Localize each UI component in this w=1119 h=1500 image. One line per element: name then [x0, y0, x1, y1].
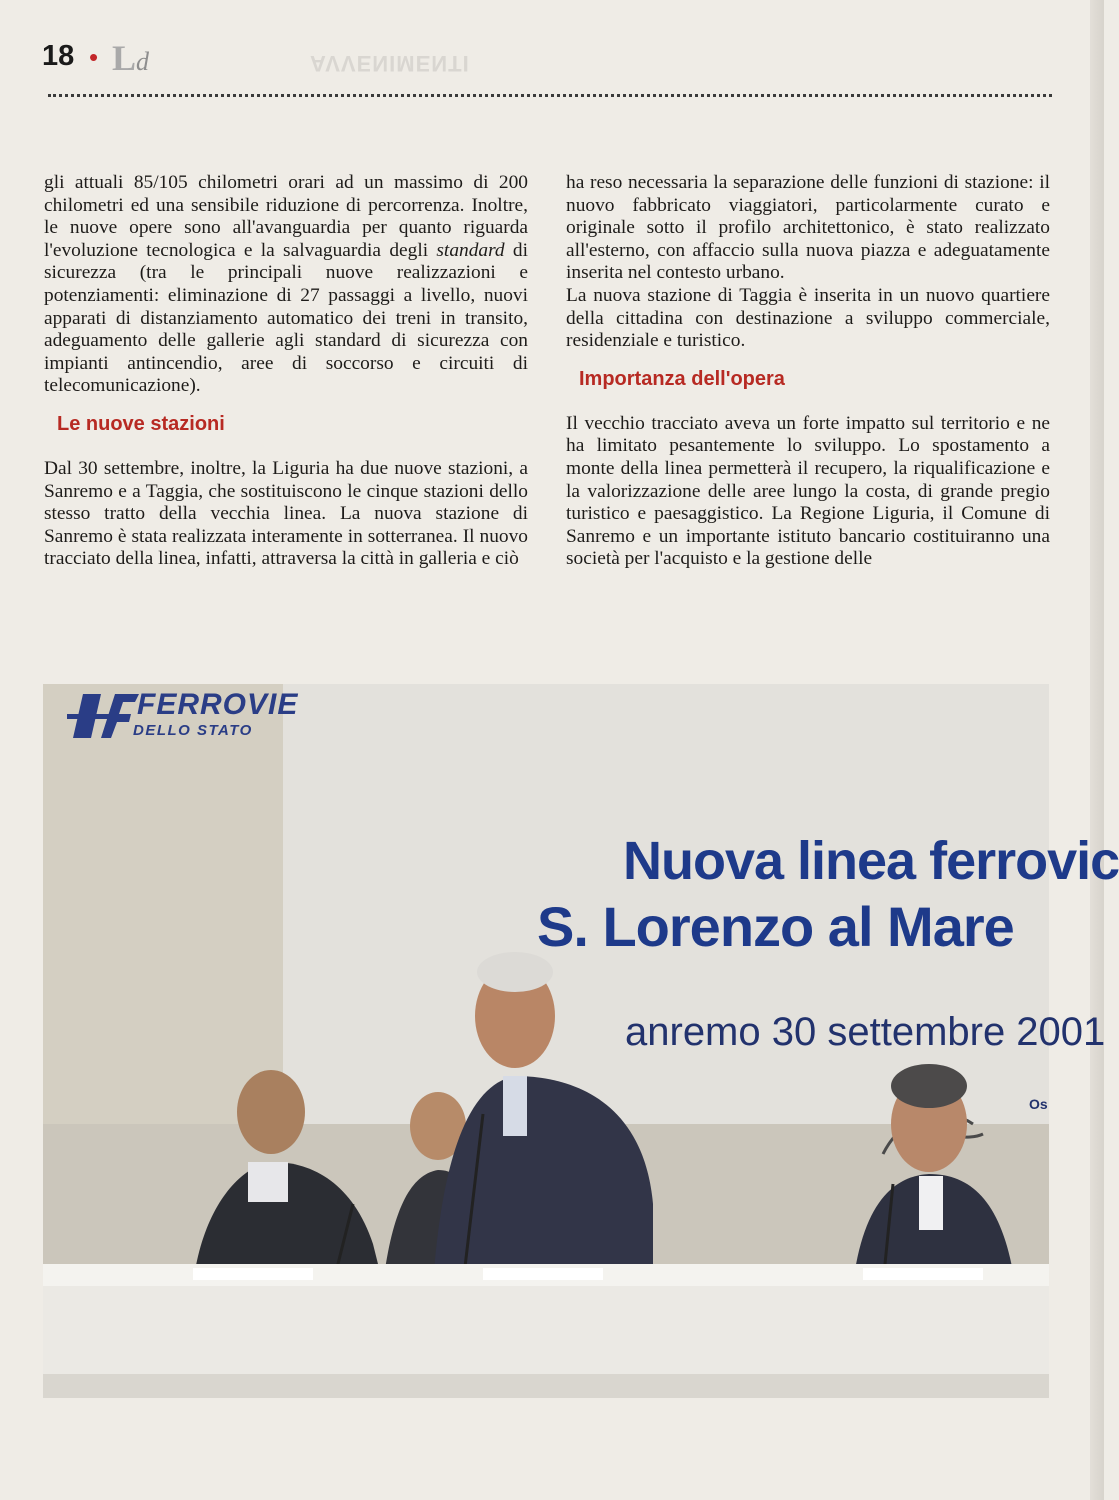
banner-line-2: S. Lorenzo al Mare: [537, 895, 1014, 958]
page-header: [42, 38, 1052, 84]
fs-logo-text: FERROVIE: [137, 688, 299, 721]
banner-line-3: anremo 30 settembre 2001: [625, 1010, 1106, 1054]
fs-logo-subtext: DELLO STATO: [133, 722, 253, 739]
banner-corner-text: Os: [1029, 1096, 1048, 1112]
press-conference-photo: [43, 684, 1119, 1398]
heading-importanza-opera: Importanza dell'opera: [579, 367, 785, 390]
paragraph-text: gli attuali 85/105 chilometri orari ad un massimo di 200 chilometri ed una sensibile riduzione di percorrenza. Inoltre, le nuove opere sono all'avanguardia per quanto riguarda l'evoluzione tecnologica e la salvaguardia degli: [44, 172, 528, 261]
paragraph-emphasis: standard: [436, 239, 505, 261]
header-dotted-rule: [48, 94, 1052, 97]
section-title-bleed: AVVENIMENTI: [310, 51, 470, 76]
paragraph-continuation: [44, 172, 528, 398]
paragraph-text: di sicurezza (tra le principali nuove realizzazioni e potenziamenti: eliminazione di 27 passaggi a livello, nuovi apparati di distanziamento automatico dei treni in transito, adeguamento delle gallerie agli standard di sicurezza con impianti antincendio, aree di soccorso e circuiti di telecomunicazione).: [44, 239, 529, 397]
paragraph-nuove-stazioni: Dal 30 settembre, inoltre, la Liguria ha due nuove stazioni, a Sanremo e a Taggia, che sostituiscono le cinque stazioni dello stesso tratto della vecchia linea. La nuova stazione di Sanremo è stata realizzata interamente in sotterranea. Il nuovo tracciato della linea, infatti, attraversa la città in galleria e ciò: [44, 457, 528, 570]
paragraph-stazione-funzioni: ha reso necessaria la separazione delle funzioni di stazione: il nuovo fabbricato viaggiatori, particolarmente curato e originale sotto il profilo architettonico, è stato realizzato all'esterno, con affaccio sulla nuova piazza e adeguatamente inserita nel contesto urbano.: [566, 172, 1050, 284]
name-card: [193, 1268, 313, 1280]
name-card: [483, 1268, 603, 1280]
paragraph-taggia: La nuova stazione di Taggia è inserita in un nuovo quartiere della cittadina con destinazione a sviluppo commerciale, residenziale e turistico.: [566, 284, 1050, 352]
wall-panel: [43, 684, 283, 1124]
name-card: [863, 1268, 983, 1280]
page-edge: [1090, 0, 1104, 1500]
article-column-left: [44, 172, 528, 571]
heading-nuove-stazioni: Le nuove stazioni: [57, 412, 225, 435]
paragraph-importanza: Il vecchio tracciato aveva un forte impatto sul territorio e ne ha limitato pesantemente lo sviluppo. Lo spostamento a monte della linea permetterà il recupero, la riqualificazione e la valorizzazione delle aree lungo la costa, di grande pregio turistico e paesaggistico. La Regione Liguria, il Comune di Sanremo e un importante istituto bancario costituiranno una società per l'acquisto e la gestione delle: [566, 412, 1050, 570]
page-number: 18: [42, 40, 75, 72]
table-shadow: [43, 1374, 1049, 1398]
magazine-logo: [112, 37, 149, 79]
article-column-right: [566, 172, 1050, 571]
header-bullet: •: [89, 42, 99, 72]
banner-line-1: Nuova linea ferrovic: [623, 831, 1119, 891]
logo-main-letter: L: [112, 38, 137, 78]
logo-small-letter: d: [136, 47, 150, 76]
